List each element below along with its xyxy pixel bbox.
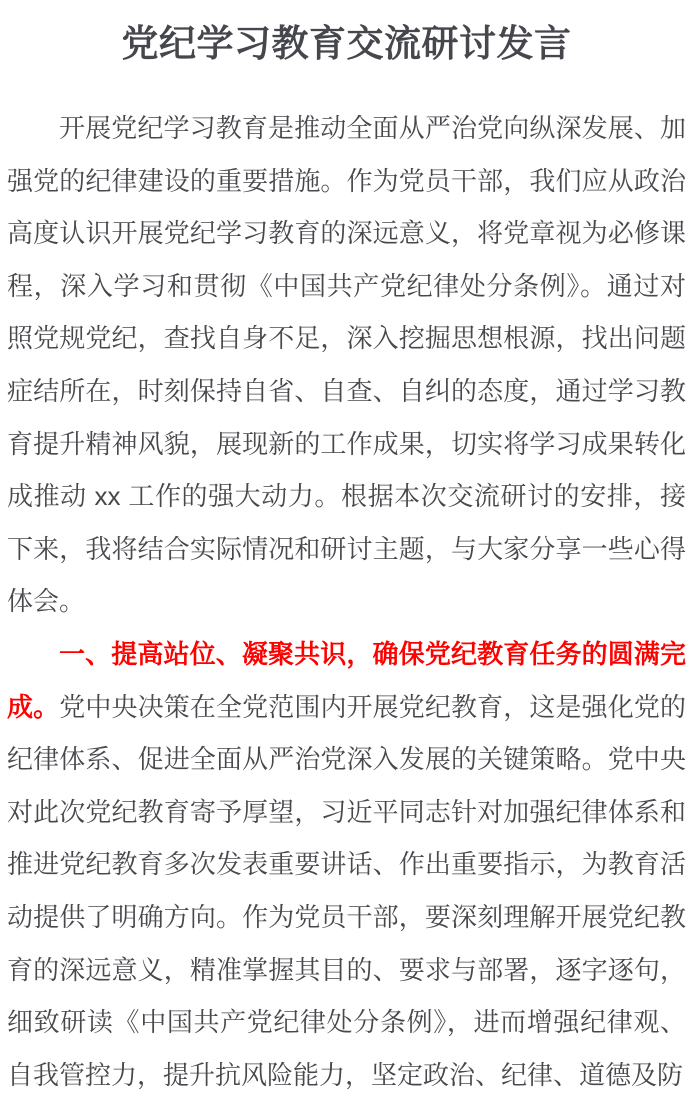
paragraph-intro-text: 开展党纪学习教育是推动全面从严治党向纵深发展、加强党的纪律建设的重要措施。作为党员干部，我们应从政治高度认识开展党纪学习教育的深远意义，将党章视为必修课程，深入学习和贯彻《中国共产党纪律处分条例》。通过对照党规党纪，查找自身不足，深入挖掘思想根源，找出问题症结所在，时刻保持自省、自查、自纠的态度，通过学习教育提升精神风貌，展现新的工作成果，切实将学习成果转化成推动 xx 工作的强大动力。根据本次交流研讨的安排，接下来，我将结合实际情况和研讨主题，与大家分享一些心得体会。: [7, 113, 686, 617]
paragraph-intro: [7, 102, 686, 628]
document-title: 党纪学习教育交流研讨发言: [121, 23, 572, 64]
section-1-body-text: 党中央决策在全党范围内开展党纪教育，这是强化党的纪律体系、促进全面从严治党深入发展的关键策略。党中央对此次党纪教育寄予厚望，习近平同志针对加强纪律体系和推进党纪教育多次发表重要讲话、作出重要指示，为教育活动提供了明确方向。作为党员干部，要深刻理解开展党纪教育的深远意义，精准掌握其目的、要求与部署，逐字逐句，细致研读《中国共产党纪律处分条例》，进而增强纪律观、自我管控力，提升抗风险能力，坚定政治、纪律、道德及防: [7, 691, 686, 1090]
section-1-heading: 一、提高站位、凝聚共识，确保党纪教育任务的圆满完成。: [7, 638, 686, 722]
paragraph-section-1: [7, 628, 686, 1097]
